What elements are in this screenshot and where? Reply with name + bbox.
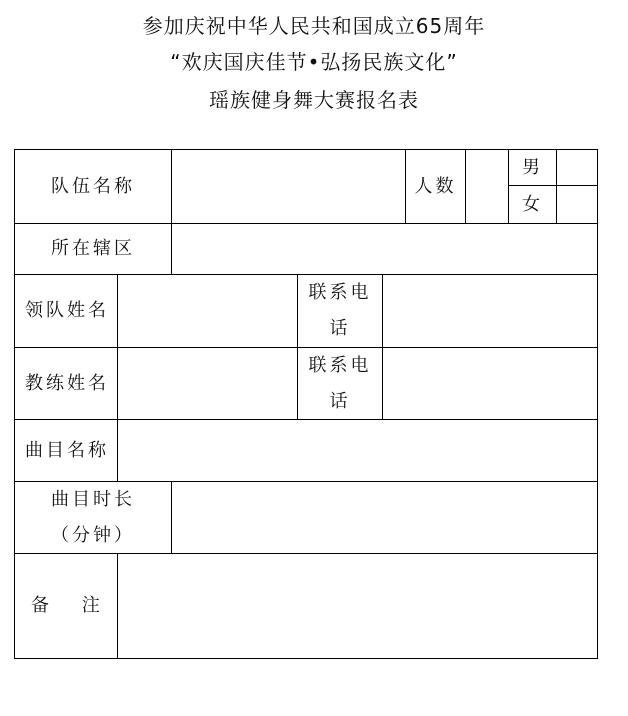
song-name-label: 曲目名称 bbox=[14, 419, 118, 482]
coach-phone-label: 联系电话 bbox=[297, 347, 383, 420]
district-label: 所在辖区 bbox=[14, 223, 172, 275]
team-name-label: 队伍名称 bbox=[14, 149, 172, 224]
duration-unit: （分钟） bbox=[51, 524, 135, 546]
duration-field[interactable] bbox=[171, 481, 598, 554]
title-line-1: 参加庆祝中华人民共和国成立65周年 bbox=[142, 14, 486, 38]
team-name-field[interactable] bbox=[171, 149, 406, 224]
coach-name-label: 教练姓名 bbox=[14, 347, 118, 420]
headcount-label: 人数 bbox=[405, 149, 466, 224]
remarks-label: 备 注 bbox=[14, 553, 118, 659]
coach-phone-field[interactable] bbox=[382, 347, 598, 420]
male-count-field[interactable] bbox=[556, 149, 598, 186]
district-field[interactable] bbox=[171, 223, 598, 275]
leader-name-field[interactable] bbox=[117, 274, 298, 348]
female-label: 女 bbox=[508, 185, 557, 224]
song-name-field[interactable] bbox=[117, 419, 598, 482]
female-count-field[interactable] bbox=[556, 185, 598, 224]
coach-name-field[interactable] bbox=[117, 347, 298, 420]
leader-phone-label: 联系电话 bbox=[297, 274, 383, 348]
remarks-field[interactable] bbox=[117, 553, 598, 659]
title-line-2: “欢庆国庆佳节•弘扬民族文化” bbox=[170, 50, 458, 74]
headcount-field[interactable] bbox=[465, 149, 509, 224]
leader-phone-field[interactable] bbox=[382, 274, 598, 348]
duration-text: 曲目时长 bbox=[51, 488, 135, 510]
male-label: 男 bbox=[508, 149, 557, 186]
title-line-3: 瑶族健身舞大赛报名表 bbox=[209, 88, 419, 112]
duration-label bbox=[14, 481, 172, 554]
leader-name-label: 领队姓名 bbox=[14, 274, 118, 348]
